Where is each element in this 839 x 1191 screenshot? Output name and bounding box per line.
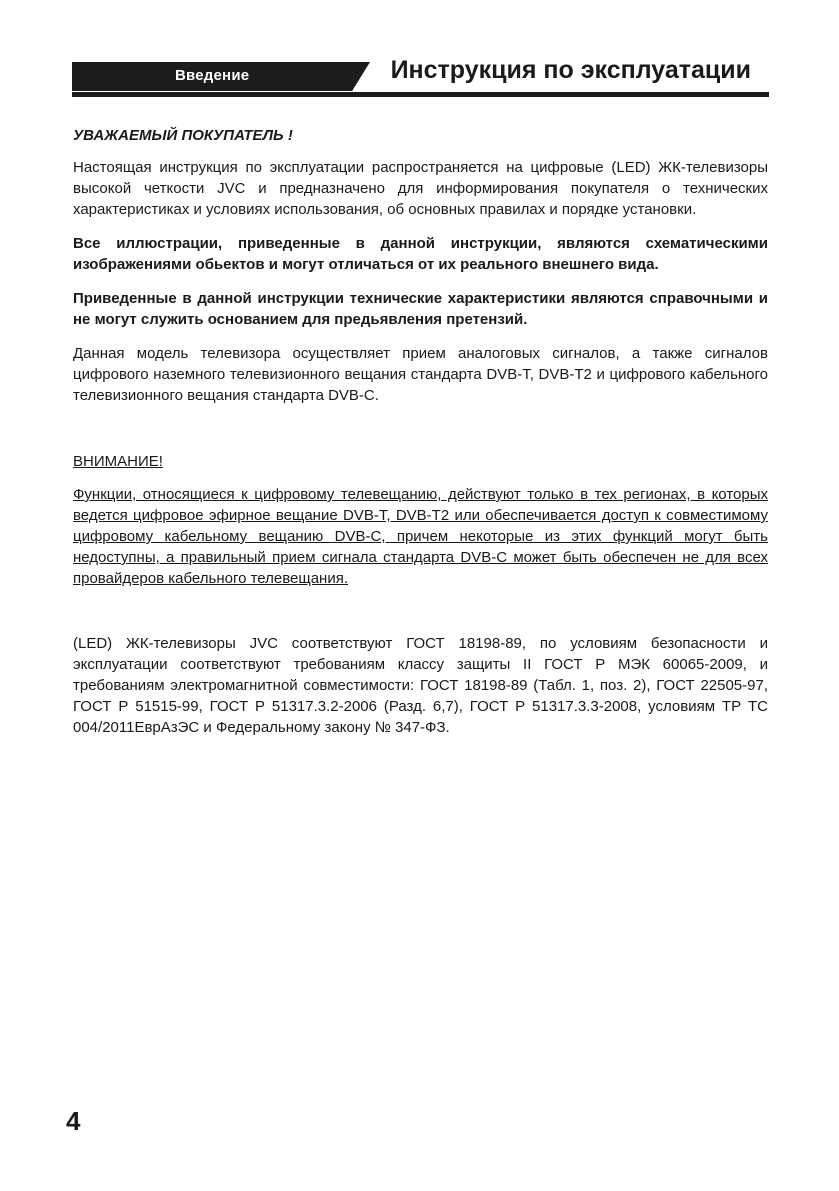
page-header: [72, 56, 769, 98]
dvb-info-paragraph: Данная модель телевизора осуществляет прием аналоговых сигналов, а также сигналов цифрового наземного телевизионного вещания стандарта DVB-T, DVB-T2 и цифрового кабельного телевизионного вещания стандарта DVB-C.: [73, 345, 768, 404]
illustrations-note: Все иллюстрации, приведенные в данной инструкции, являются схематическими изображениями обьектов и могут отличаться от их реального внешнего вида.: [73, 235, 768, 273]
document-title: Инструкция по эксплуатации: [390, 56, 751, 84]
compliance-paragraph: (LED) ЖК-телевизоры JVC соответствуют ГОСТ 18198-89, по условиям безопасности и эксплуатации соответствуют требованиям классу защиты II ГОСТ Р МЭК 60065-2009, и требованиям электромагнитной совместимости: ГОСТ 18198-89 (Табл. 1, поз. 2), ГОСТ 22505-97, ГОСТ Р 51515-99, ГОСТ Р 51317.3.2-2006 (Разд. 6,7), ГОСТ Р 51317.3.3-2008, условиям ТР ТС 004/2011ЕврАзЭС и Федеральному закону № 347-ФЗ.: [73, 635, 768, 736]
header-rule: [72, 92, 769, 97]
page-number: 4: [66, 1106, 81, 1136]
attention-paragraph: Функции, относящиеся к цифровому телевещанию, действуют только в тех регионах, в которых ведется цифровое эфирное вещание DVB-T, DVB-T2 или обеспечивается доступ к совместимому цифровому кабельному вещанию DVB-C, причем некоторые из этих функций могут быть недоступны, а правильный прием сигнала стандарта DVB-C может быть обеспечен не для всех провайдеров кабельного телевещания.: [73, 486, 768, 587]
intro-paragraph: Настоящая инструкция по эксплуатации распространяется на цифровые (LED) ЖК-телевизоры высокой четкости JVC и предназначено для информирования покупателя о технических характеристиках и условиях использования, об основных правилах и порядке установки.: [73, 159, 768, 218]
page-content: [73, 125, 768, 738]
greeting-heading: УВАЖАЕМЫЙ ПОКУПАТЕЛЬ !: [73, 127, 293, 144]
specs-note: Приведенные в данной инструкции технические характеристики являются справочными и не могут служить основанием для предьявления претензий.: [73, 290, 768, 328]
section-label: Введение: [175, 67, 250, 84]
attention-heading: ВНИМАНИЕ!: [73, 453, 163, 470]
